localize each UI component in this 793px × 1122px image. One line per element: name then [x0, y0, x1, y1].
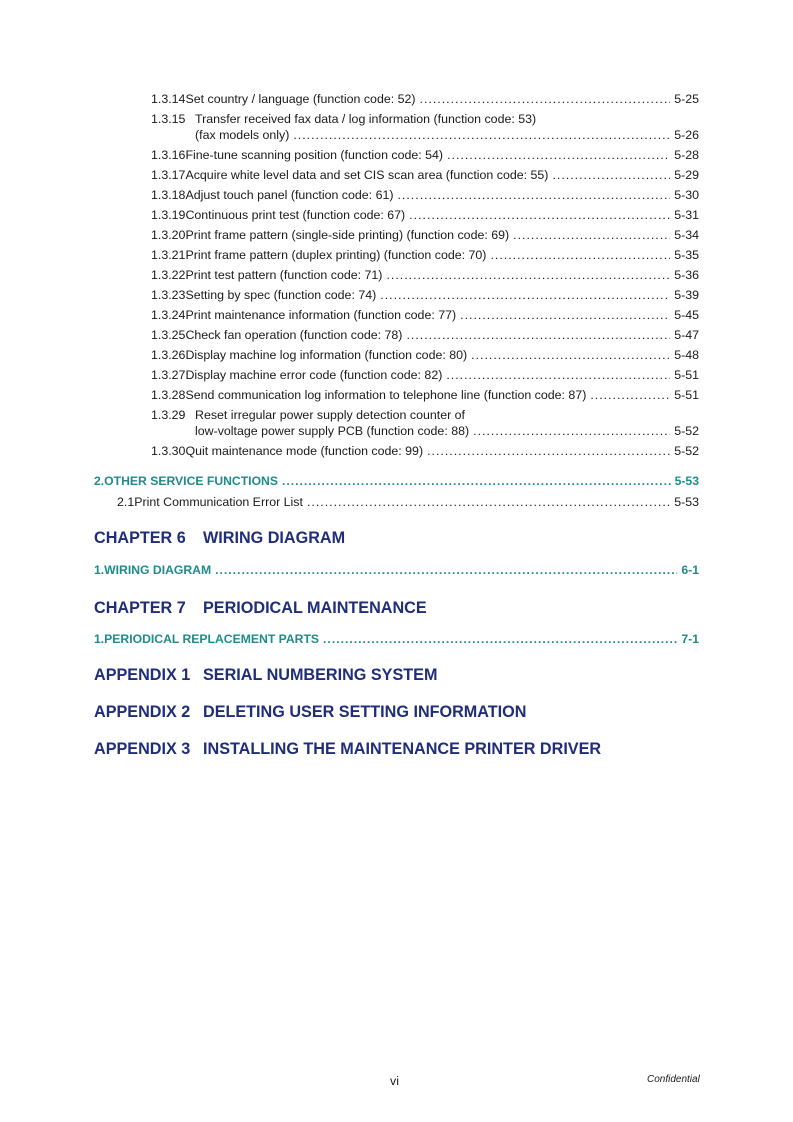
chapter-title: PERIODICAL MAINTENANCE [203, 599, 427, 617]
entry-page: 5-26 [674, 128, 699, 142]
dot-leader [406, 327, 670, 343]
entry-title: Setting by spec (function code: 74) [185, 288, 377, 302]
entry-number: 2.1 [117, 495, 135, 509]
entry-title: Print test pattern (function code: 71) [185, 268, 383, 282]
toc-entry-1-3-22[interactable] [151, 267, 699, 283]
entry-page: 5-34 [674, 228, 699, 242]
section-number: 1. [94, 632, 105, 646]
appendix-label: APPENDIX 3 [94, 740, 191, 758]
entry-title: Quit maintenance mode (function code: 99) [185, 444, 424, 458]
chapter-label: CHAPTER 6 [94, 529, 186, 547]
toc-section-periodical-replacement-parts[interactable] [94, 631, 699, 647]
toc-entry-1-3-26[interactable] [151, 347, 699, 363]
entry-title: Display machine log information (function code: 80) [185, 348, 468, 362]
entry-number: 1.3.27 [151, 368, 186, 382]
entry-title: Print Communication Error List [134, 495, 303, 509]
dot-leader [427, 443, 670, 459]
dot-leader [460, 307, 670, 323]
chapter-6-heading[interactable] [94, 529, 345, 548]
entry-page: 5-51 [674, 388, 699, 402]
dot-leader [380, 287, 670, 303]
toc-entry-1-3-16[interactable] [151, 147, 699, 163]
entry-page: 5-51 [674, 368, 699, 382]
entry-title: Set country / language (function code: 52) [185, 92, 416, 106]
entry-number: 1.3.19 [151, 208, 186, 222]
toc-section-wiring-diagram[interactable] [94, 562, 699, 578]
chapter-title: WIRING DIAGRAM [203, 529, 346, 547]
chapter-7-heading[interactable] [94, 599, 427, 618]
appendix-2-heading[interactable] [94, 703, 526, 722]
toc-entry-1-3-19[interactable] [151, 207, 699, 223]
dot-leader [215, 562, 677, 578]
entry-page: 5-29 [674, 168, 699, 182]
entry-title: Send communication log information to telephone line (function code: 87) [185, 388, 587, 402]
section-number: 1. [94, 563, 105, 577]
entry-page: 5-39 [674, 288, 699, 302]
section-number: 2. [94, 474, 105, 488]
appendix-title: INSTALLING THE MAINTENANCE PRINTER DRIVER [203, 740, 602, 758]
appendix-label: APPENDIX 2 [94, 703, 191, 721]
dot-leader [420, 91, 671, 107]
entry-number: 1.3.21 [151, 248, 186, 262]
entry-title-continuation: (fax models only) [195, 128, 290, 142]
entry-number: 1.3.14 [151, 92, 186, 106]
appendix-1-heading[interactable] [94, 666, 437, 685]
toc-entry-1-3-15[interactable] [195, 127, 699, 143]
chapter-label: CHAPTER 7 [94, 599, 186, 617]
toc-entry-1-3-28[interactable] [151, 387, 699, 403]
entry-number: 1.3.16 [151, 148, 186, 162]
toc-entry-1-3-18[interactable] [151, 187, 699, 203]
toc-entry-1-3-17[interactable] [151, 167, 699, 183]
entry-page: 5-53 [674, 495, 699, 509]
dot-leader [552, 167, 670, 183]
entry-page: 5-52 [674, 424, 699, 438]
entry-title: Adjust touch panel (function code: 61) [185, 188, 394, 202]
entry-page: 5-45 [674, 308, 699, 322]
dot-leader [490, 247, 670, 263]
entry-number: 1.3.25 [151, 328, 186, 342]
entry-number: 1.3.17 [151, 168, 186, 182]
entry-number: 1.3.30 [151, 444, 186, 458]
entry-title: Acquire white level data and set CIS scan area (function code: 55) [185, 168, 549, 182]
toc-entry-1-3-27[interactable] [151, 367, 699, 383]
entry-page: 5-47 [674, 328, 699, 342]
toc-entry-1-3-29[interactable] [195, 423, 699, 439]
entry-number: 1.3.28 [151, 388, 186, 402]
dot-leader [471, 347, 670, 363]
section-title: WIRING DIAGRAM [104, 563, 212, 577]
dot-leader [386, 267, 670, 283]
entry-number: 1.3.20 [151, 228, 186, 242]
entry-title: Display machine error code (function code: 82) [185, 368, 443, 382]
dot-leader [473, 423, 670, 439]
entry-title: Print frame pattern (single-side printing) (function code: 69) [185, 228, 510, 242]
section-page: 5-53 [674, 474, 699, 488]
entry-title: Print maintenance information (function code: 77) [185, 308, 457, 322]
entry-title: Transfer received fax data / log information (function code: 53) [195, 112, 537, 126]
toc-entry-1-3-21[interactable] [151, 247, 699, 263]
toc-entry-1-3-15-first-line[interactable] [151, 111, 536, 127]
dot-leader [397, 187, 670, 203]
entry-page: 5-28 [674, 148, 699, 162]
entry-title: Continuous print test (function code: 67) [185, 208, 406, 222]
toc-section-other-service-functions[interactable] [94, 473, 699, 489]
section-page: 7-1 [681, 632, 699, 646]
section-title: OTHER SERVICE FUNCTIONS [104, 474, 278, 488]
entry-page: 5-35 [674, 248, 699, 262]
dot-leader [323, 631, 677, 647]
section-title: PERIODICAL REPLACEMENT PARTS [104, 632, 320, 646]
dot-leader [293, 127, 670, 143]
toc-entry-2-1[interactable] [117, 494, 699, 510]
dot-leader [282, 473, 671, 489]
confidential-label: Confidential [647, 1074, 700, 1085]
entry-title: Check fan operation (function code: 78) [185, 328, 403, 342]
entry-page: 5-25 [674, 92, 699, 106]
toc-entry-1-3-23[interactable] [151, 287, 699, 303]
entry-page: 5-31 [674, 208, 699, 222]
entry-title-continuation: low-voltage power supply PCB (function code: 88) [195, 424, 470, 438]
dot-leader [513, 227, 670, 243]
entry-number: 1.3.26 [151, 348, 186, 362]
appendix-title: DELETING USER SETTING INFORMATION [203, 703, 527, 721]
page-number: vi [390, 1074, 399, 1088]
entry-page: 5-48 [674, 348, 699, 362]
dot-leader [307, 494, 670, 510]
entry-number: 1.3.18 [151, 188, 186, 202]
entry-number: 1.3.15 [151, 112, 186, 126]
dot-leader [590, 387, 670, 403]
entry-number: 1.3.22 [151, 268, 186, 282]
appendix-title: SERIAL NUMBERING SYSTEM [203, 666, 438, 684]
entry-title: Reset irregular power supply detection counter of [195, 408, 465, 422]
appendix-3-heading[interactable] [94, 740, 601, 759]
section-page: 6-1 [681, 563, 699, 577]
entry-number: 1.3.23 [151, 288, 186, 302]
entry-number: 1.3.24 [151, 308, 186, 322]
toc-entry-1-3-29-first-line[interactable] [151, 407, 465, 423]
toc-entry-1-3-24[interactable] [151, 307, 699, 323]
entry-title: Print frame pattern (duplex printing) (function code: 70) [185, 248, 487, 262]
toc-entry-1-3-14[interactable] [151, 91, 699, 107]
entry-number: 1.3.29 [151, 408, 186, 422]
toc-entry-1-3-25[interactable] [151, 327, 699, 343]
entry-page: 5-30 [674, 188, 699, 202]
appendix-label: APPENDIX 1 [94, 666, 191, 684]
dot-leader [409, 207, 670, 223]
entry-page: 5-52 [674, 444, 699, 458]
entry-title: Fine-tune scanning position (function code: 54) [185, 148, 444, 162]
entry-page: 5-36 [674, 268, 699, 282]
dot-leader [446, 367, 670, 383]
dot-leader [447, 147, 670, 163]
toc-entry-1-3-20[interactable] [151, 227, 699, 243]
toc-entry-1-3-30[interactable] [151, 443, 699, 459]
